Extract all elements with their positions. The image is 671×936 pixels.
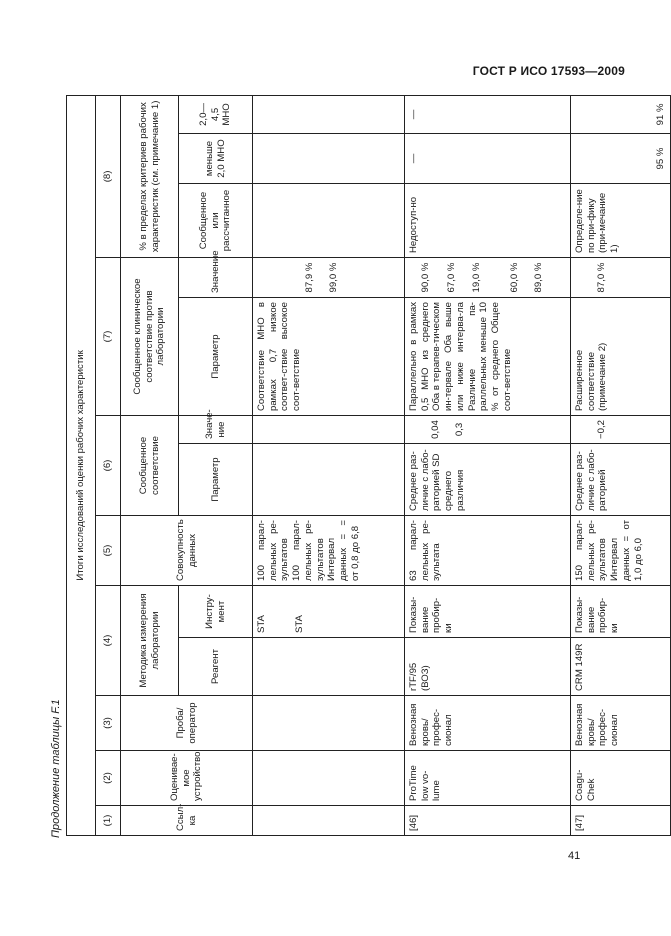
header-method: Методика измерения лаборатории	[121, 586, 179, 696]
cell-param: Среднее раз-личие с лабо-раторией SD среднего различия	[405, 444, 571, 516]
clin-value: 87,9 %	[304, 262, 315, 293]
cell-clin-param: Соответствие МНО в рамках 0,7 низкое соответ-ствие высокое соот-ветствие	[253, 298, 405, 416]
cell-less-than: 95 %	[571, 134, 671, 184]
header-reagent: Реагент	[179, 638, 253, 696]
cell-clin-param: Расширенное соответствие (примечание 2)	[571, 298, 671, 416]
cell-dataset: 150 парал-лельных ре-зультатов Интервал данных = от 1,0 до 6,0	[571, 516, 671, 586]
header-sample: Проба/ оператор	[121, 696, 253, 751]
col-number: (6)	[96, 416, 121, 516]
clin-value: 90,0 %	[420, 262, 431, 293]
continuation-label: Продолжение таблицы F.1	[50, 699, 62, 838]
cell-range: 91 %	[571, 95, 671, 133]
table-row	[405, 95, 571, 835]
cell-reported-calc: Определе-ние по при-фику (при-мечание 1)	[571, 184, 671, 258]
cell-range	[253, 95, 405, 133]
header-clinical: Сообщенное клиническое соответствие против лаборатории	[121, 258, 179, 416]
cell-param: Среднее раз-личие с лабо-раторией	[571, 444, 671, 516]
header-clin-value: Значение	[179, 258, 253, 298]
col-number: (1)	[96, 806, 121, 836]
header-ref: Ссыл-ка	[121, 806, 253, 836]
header-reported-calc: Сообщенное или рассчитанное	[179, 184, 253, 258]
cell-instrument: Показы-вание пробир-ки	[405, 586, 571, 638]
page-number: 41	[568, 850, 581, 862]
document-header: ГОСТ Р ИСО 17593—2009	[472, 64, 625, 78]
cell-dataset: 63 парал-лельных ре-зультата	[405, 516, 571, 586]
cell-device	[253, 751, 405, 806]
cell-device: ProTime low vo-lume	[405, 751, 571, 806]
header-param: Параметр	[179, 444, 253, 516]
reported-value: −0,2	[596, 420, 607, 439]
cell-reagent	[253, 638, 405, 696]
clin-value: 89,0 %	[532, 262, 544, 293]
table-row	[253, 95, 405, 835]
cell-dataset: 100 парал-лельных ре-зультатов 100 парал-лельных ре-зультатов Интервал данных = = от 0,8 до 6,8	[253, 516, 405, 586]
col-number: (7)	[96, 258, 121, 416]
clin-value: 67,0 %	[445, 262, 457, 293]
cell-sample: Венозная кровь/ профес-сионал	[571, 696, 671, 751]
cell-value	[253, 416, 405, 444]
cell-clin-value	[253, 258, 405, 298]
cell-less-than: —	[405, 134, 571, 184]
cell-reported-calc	[253, 184, 405, 258]
cell-device: Coagu-Chek	[571, 751, 671, 806]
cell-sample: Венозная кровь/ профес-сионал	[405, 696, 571, 751]
cell-reagent: rTF/95 (ВОЗ)	[405, 638, 571, 696]
header-dataset: Совокупность данных	[121, 516, 253, 586]
header-clin-param: Параметр	[179, 298, 253, 416]
header-device: Оценивае-мое устройство	[121, 751, 253, 806]
cell-reagent: CRM 149R	[571, 638, 671, 696]
table-title: Итоги исследований оценки рабочих характеристик	[67, 95, 96, 835]
cell-sample	[253, 696, 405, 751]
cell-less-than	[253, 134, 405, 184]
cell-ref: [47]	[571, 806, 671, 836]
clin-value: 60,0 %	[509, 262, 521, 293]
clin-value: 19,0 %	[471, 262, 483, 293]
col-number: (8)	[96, 95, 121, 257]
col-number: (2)	[96, 751, 121, 806]
cell-ref	[253, 806, 405, 836]
cell-instrument	[253, 586, 405, 638]
cell-range: —	[405, 95, 571, 133]
cell-clin-value	[405, 258, 571, 298]
clin-value: 99,0 %	[327, 262, 339, 293]
instrument-value: STA	[293, 615, 305, 633]
header-reported: Сообщенное соответствие	[121, 416, 179, 516]
header-range: 2,0—4,5 МНО	[179, 95, 253, 133]
cell-clin-value	[571, 258, 671, 298]
header-instrument: Инстру-мент	[179, 586, 253, 638]
header-value: Значе-ние	[179, 416, 253, 444]
header-percent: % в пределах критериев рабочих характеристик (см. примечание 1)	[121, 95, 179, 257]
cell-param	[253, 444, 405, 516]
table-row	[571, 95, 671, 835]
cell-ref: [46]	[405, 806, 571, 836]
results-table	[66, 95, 671, 836]
clin-value: 87,0 %	[596, 262, 607, 293]
cell-reported-calc: Недоступ-но	[405, 184, 571, 258]
cell-value	[405, 416, 571, 444]
reported-value: 0,04	[430, 420, 441, 439]
col-number: (3)	[96, 696, 121, 751]
rotated-table-wrapper	[66, 95, 671, 836]
cell-value	[571, 416, 671, 444]
instrument-value: STA	[256, 615, 267, 633]
col-number: (5)	[96, 516, 121, 586]
col-number: (4)	[96, 586, 121, 696]
cell-instrument: Показы-вание пробир-ки	[571, 586, 671, 638]
reported-value: 0,3	[453, 422, 465, 437]
cell-clin-param: Параллельно в рамках 0,5 МНО из среднего Оба в терапев-тическом ин-тервале Оба выше или ниже интерва-ла Различие па-раллельных меньше 10 % от среднего Общее соот-ветствие	[405, 298, 571, 416]
header-less-than: меньше 2,0 МНО	[179, 134, 253, 184]
